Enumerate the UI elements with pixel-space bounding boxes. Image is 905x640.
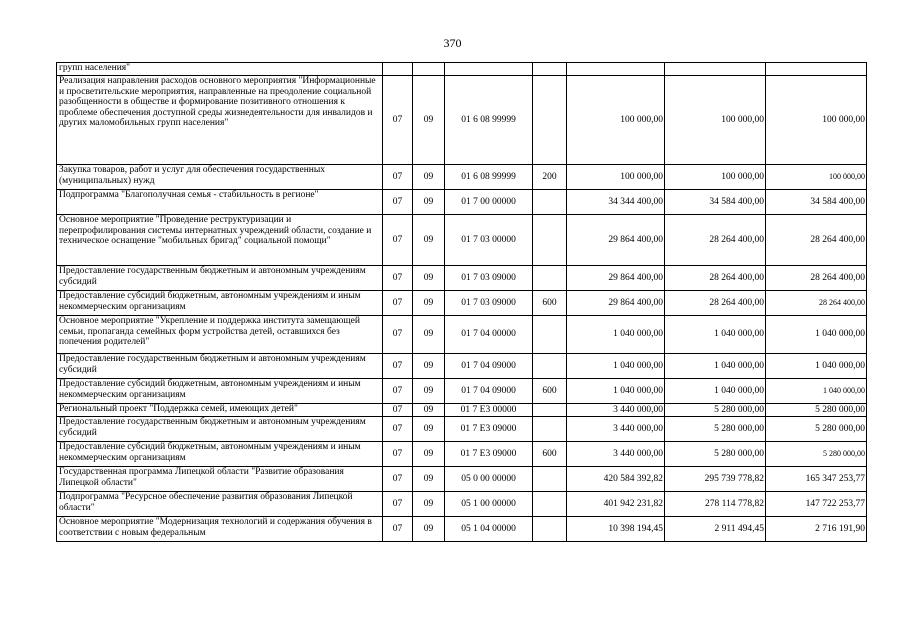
row-amount-3: 1 040 000,00	[766, 379, 867, 404]
row-subchapter: 09	[413, 517, 445, 542]
row-amount-3: 5 280 000,00	[766, 442, 867, 467]
row-amount-3: 100 000,00	[766, 165, 867, 190]
table-row	[57, 492, 867, 517]
row-amount-1: 401 942 231,82	[567, 492, 665, 517]
row-expense-type: 200	[533, 165, 567, 190]
row-amount-2: 5 280 000,00	[665, 442, 766, 467]
row-target-article: 01 7 00 00000	[445, 190, 533, 215]
row-amount-3: 5 280 000,00	[766, 404, 867, 417]
row-chapter: 07	[383, 354, 413, 379]
row-expense-type	[533, 316, 567, 354]
row-subchapter: 09	[413, 215, 445, 266]
row-amount-3: 34 584 400,00	[766, 190, 867, 215]
row-chapter: 07	[383, 190, 413, 215]
row-name: Основное мероприятие "Укрепление и поддержка института замещающей семьи, пропаганда семейных форм устройства детей, оставшихся без попечения родителей"	[57, 316, 383, 354]
row-amount-2: 100 000,00	[665, 76, 766, 165]
row-name: Предоставление государственным бюджетным и автономным учреждениям субсидий	[57, 354, 383, 379]
row-subchapter: 09	[413, 291, 445, 316]
row-subchapter: 09	[413, 354, 445, 379]
row-subchapter	[413, 63, 445, 76]
row-amount-1: 29 864 400,00	[567, 215, 665, 266]
row-expense-type: 600	[533, 291, 567, 316]
row-subchapter: 09	[413, 266, 445, 291]
row-expense-type	[533, 492, 567, 517]
row-chapter: 07	[383, 215, 413, 266]
page-number: 370	[443, 36, 462, 50]
row-chapter: 07	[383, 291, 413, 316]
row-subchapter: 09	[413, 76, 445, 165]
row-amount-3: 147 722 253,77	[766, 492, 867, 517]
row-chapter	[383, 63, 413, 76]
row-amount-2: 28 264 400,00	[665, 291, 766, 316]
table-row	[57, 190, 867, 215]
row-amount-3: 1 040 000,00	[766, 316, 867, 354]
row-amount-2: 295 739 778,82	[665, 467, 766, 492]
row-subchapter: 09	[413, 492, 445, 517]
row-name: Предоставление субсидий бюджетным, автономным учреждениям и иным некоммерческим организациям	[57, 291, 383, 316]
row-amount-3: 2 716 191,90	[766, 517, 867, 542]
row-amount-1	[567, 63, 665, 76]
row-name: Государственная программа Липецкой области "Развитие образования Липецкой области"	[57, 467, 383, 492]
table-row	[57, 291, 867, 316]
row-amount-1: 1 040 000,00	[567, 354, 665, 379]
row-amount-2: 5 280 000,00	[665, 417, 766, 442]
table-row	[57, 76, 867, 165]
row-name: Подпрограмма "Ресурсное обеспечение развития образования Липецкой области"	[57, 492, 383, 517]
row-target-article: 01 7 Е3 09000	[445, 417, 533, 442]
row-target-article	[445, 63, 533, 76]
row-expense-type	[533, 76, 567, 165]
row-expense-type	[533, 190, 567, 215]
row-name: групп населения"	[57, 63, 383, 76]
row-expense-type: 600	[533, 379, 567, 404]
row-target-article: 01 7 04 09000	[445, 379, 533, 404]
row-expense-type	[533, 517, 567, 542]
row-target-article: 01 7 Е3 00000	[445, 404, 533, 417]
row-target-article: 05 0 00 00000	[445, 467, 533, 492]
row-amount-3: 28 264 400,00	[766, 266, 867, 291]
row-name: Реализация направления расходов основного мероприятия "Информационные и просветительские мероприятия, направленные на преодоление социальной разобщенности в обществе и формирование позитивного отношения к проблеме обеспечения доступной среды жизнедеятельности для инвалидов и других маломобильных групп населения"	[57, 76, 383, 165]
row-chapter: 07	[383, 316, 413, 354]
row-name: Предоставление государственным бюджетным и автономным учреждениям субсидий	[57, 417, 383, 442]
row-target-article: 01 7 04 09000	[445, 354, 533, 379]
row-amount-1: 3 440 000,00	[567, 404, 665, 417]
row-amount-2: 28 264 400,00	[665, 215, 766, 266]
row-expense-type: 600	[533, 442, 567, 467]
row-amount-1: 420 584 392,82	[567, 467, 665, 492]
table-row	[57, 417, 867, 442]
row-target-article: 01 7 03 00000	[445, 215, 533, 266]
row-chapter: 07	[383, 442, 413, 467]
row-target-article: 01 6 08 99999	[445, 76, 533, 165]
row-chapter: 07	[383, 379, 413, 404]
row-amount-2: 278 114 778,82	[665, 492, 766, 517]
row-chapter: 07	[383, 492, 413, 517]
row-amount-1: 29 864 400,00	[567, 266, 665, 291]
row-amount-3: 100 000,00	[766, 76, 867, 165]
row-amount-3	[766, 63, 867, 76]
row-amount-1: 3 440 000,00	[567, 417, 665, 442]
table-row	[57, 266, 867, 291]
row-chapter: 07	[383, 467, 413, 492]
row-name: Подпрограмма "Благополучная семья - стабильность в регионе"	[57, 190, 383, 215]
row-amount-3: 28 264 400,00	[766, 291, 867, 316]
row-amount-1: 100 000,00	[567, 76, 665, 165]
row-amount-2: 34 584 400,00	[665, 190, 766, 215]
row-amount-3: 28 264 400,00	[766, 215, 867, 266]
row-subchapter: 09	[413, 404, 445, 417]
table-row	[57, 165, 867, 190]
table-row	[57, 404, 867, 417]
row-amount-2	[665, 63, 766, 76]
row-target-article: 01 6 08 99999	[445, 165, 533, 190]
row-amount-2: 1 040 000,00	[665, 379, 766, 404]
row-amount-1: 34 344 400,00	[567, 190, 665, 215]
row-expense-type	[533, 63, 567, 76]
row-amount-2: 100 000,00	[665, 165, 766, 190]
row-chapter: 07	[383, 417, 413, 442]
row-chapter: 07	[383, 517, 413, 542]
row-expense-type	[533, 404, 567, 417]
row-expense-type	[533, 417, 567, 442]
row-target-article: 01 7 04 00000	[445, 316, 533, 354]
row-amount-1: 29 864 400,00	[567, 291, 665, 316]
table-row	[57, 442, 867, 467]
row-target-article: 01 7 03 09000	[445, 266, 533, 291]
row-amount-2: 28 264 400,00	[665, 266, 766, 291]
row-target-article: 05 1 00 00000	[445, 492, 533, 517]
row-subchapter: 09	[413, 165, 445, 190]
table-body	[57, 63, 867, 542]
table-row	[57, 316, 867, 354]
row-name: Региональный проект "Поддержка семей, имеющих детей"	[57, 404, 383, 417]
row-subchapter: 09	[413, 467, 445, 492]
table-row	[57, 467, 867, 492]
table-row	[57, 379, 867, 404]
row-expense-type	[533, 467, 567, 492]
row-chapter: 07	[383, 404, 413, 417]
row-amount-3: 1 040 000,00	[766, 354, 867, 379]
row-amount-1: 1 040 000,00	[567, 316, 665, 354]
table-row	[57, 354, 867, 379]
row-amount-3: 165 347 253,77	[766, 467, 867, 492]
table-row	[57, 215, 867, 266]
row-name: Предоставление субсидий бюджетным, автономным учреждениям и иным некоммерческим организациям	[57, 379, 383, 404]
row-target-article: 01 7 03 09000	[445, 291, 533, 316]
row-subchapter: 09	[413, 379, 445, 404]
row-amount-2: 5 280 000,00	[665, 404, 766, 417]
row-chapter: 07	[383, 165, 413, 190]
row-amount-2: 2 911 494,45	[665, 517, 766, 542]
row-amount-1: 1 040 000,00	[567, 379, 665, 404]
row-name: Основное мероприятие "Модернизация технологий и содержания обучения в соответствии с новым федеральным	[57, 517, 383, 542]
row-amount-2: 1 040 000,00	[665, 316, 766, 354]
row-chapter: 07	[383, 76, 413, 165]
row-subchapter: 09	[413, 417, 445, 442]
row-amount-3: 5 280 000,00	[766, 417, 867, 442]
budget-table	[56, 62, 867, 542]
row-target-article: 01 7 Е3 09000	[445, 442, 533, 467]
row-amount-2: 1 040 000,00	[665, 354, 766, 379]
row-name: Предоставление государственным бюджетным и автономным учреждениям субсидий	[57, 266, 383, 291]
row-subchapter: 09	[413, 442, 445, 467]
row-amount-1: 100 000,00	[567, 165, 665, 190]
row-subchapter: 09	[413, 190, 445, 215]
row-target-article: 05 1 04 00000	[445, 517, 533, 542]
row-name: Основное мероприятие "Проведение реструктуризации и перепрофилирования системы интернатных учреждений области, создание и техническое оснащение "мобильных бригад" социальной помощи"	[57, 215, 383, 266]
row-expense-type	[533, 266, 567, 291]
row-amount-1: 10 398 194,45	[567, 517, 665, 542]
row-subchapter: 09	[413, 316, 445, 354]
table-row	[57, 517, 867, 542]
row-expense-type	[533, 354, 567, 379]
row-name: Предоставление субсидий бюджетным, автономным учреждениям и иным некоммерческим организациям	[57, 442, 383, 467]
row-expense-type	[533, 215, 567, 266]
row-name: Закупка товаров, работ и услуг для обеспечения государственных (муниципальных) нужд	[57, 165, 383, 190]
table-row	[57, 63, 867, 76]
row-amount-1: 3 440 000,00	[567, 442, 665, 467]
row-chapter: 07	[383, 266, 413, 291]
